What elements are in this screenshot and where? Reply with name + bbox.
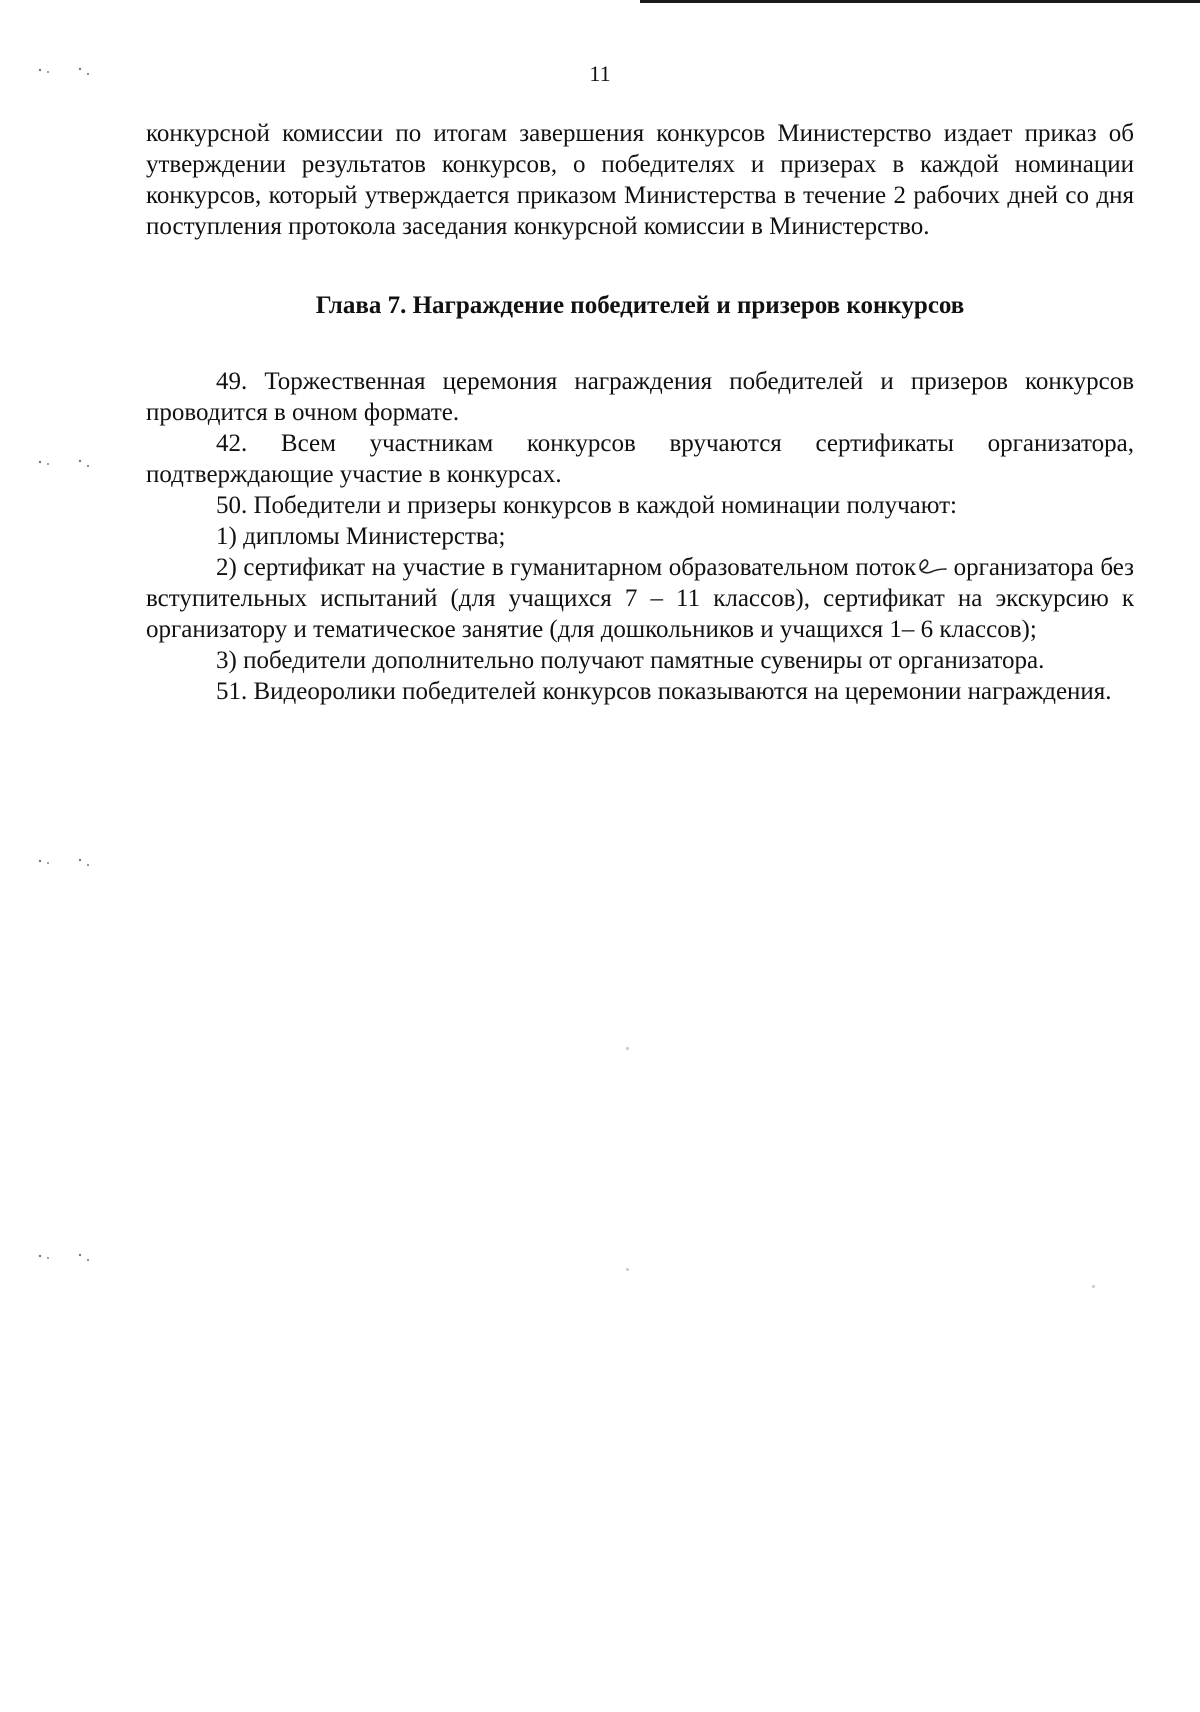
list-item-1: 1) дипломы Министерства; bbox=[216, 523, 506, 550]
list-item-3: 3) победители дополнительно получают памятные сувениры от организатора. bbox=[216, 647, 1045, 674]
scan-edge-line bbox=[640, 0, 1200, 3]
paragraph-51: 51. Видеоролики победителей конкурсов показываются на церемонии награждения. bbox=[216, 678, 1112, 705]
page-number: 11 bbox=[589, 61, 611, 86]
list-item-2 bbox=[146, 552, 1134, 645]
scan-speck bbox=[626, 1047, 629, 1050]
paragraph-42: 42. Всем участникам конкурсов вручаются сертификаты организатора, подтверждающие участие в конкурсах. bbox=[146, 430, 1134, 488]
paragraph-50: 50. Победители и призеры конкурсов в каждой номинации получают: bbox=[216, 492, 957, 519]
scan-speck bbox=[1092, 1285, 1095, 1288]
scan-punch-mark bbox=[36, 857, 96, 869]
handwritten-correction bbox=[917, 557, 947, 577]
scan-punch-mark bbox=[36, 1252, 96, 1264]
list-item-2-continuation: организатора без вступительных испытаний (для учащихся 7 – 11 классов), сертификат на экскурсию к организатору и тематическое занятие (для дошкольников и учащихся 1– 6 классов); bbox=[146, 554, 1135, 643]
chapter-title: Глава 7. Награждение победителей и призеров конкурсов bbox=[315, 292, 965, 319]
intro-paragraph: конкурсной комиссии по итогам завершения конкурсов Министерство издает приказ об утверждении результатов конкурсов, о победителях и призерах в каждой номинации конкурсов, который утверждается приказом Министерства в течение 2 рабочих дней со дня поступления протокола заседания конкурсной комиссии в Министерство. bbox=[146, 120, 1134, 240]
scan-punch-mark bbox=[36, 458, 96, 470]
document-body bbox=[146, 118, 1134, 707]
scan-speck bbox=[626, 1268, 629, 1271]
paragraph-49: 49. Торжественная церемония награждения победителей и призеров конкурсов проводится в очном формате. bbox=[146, 368, 1134, 426]
list-item-2-text: 2) сертификат на участие в гуманитарном образовательном поток bbox=[216, 554, 917, 581]
